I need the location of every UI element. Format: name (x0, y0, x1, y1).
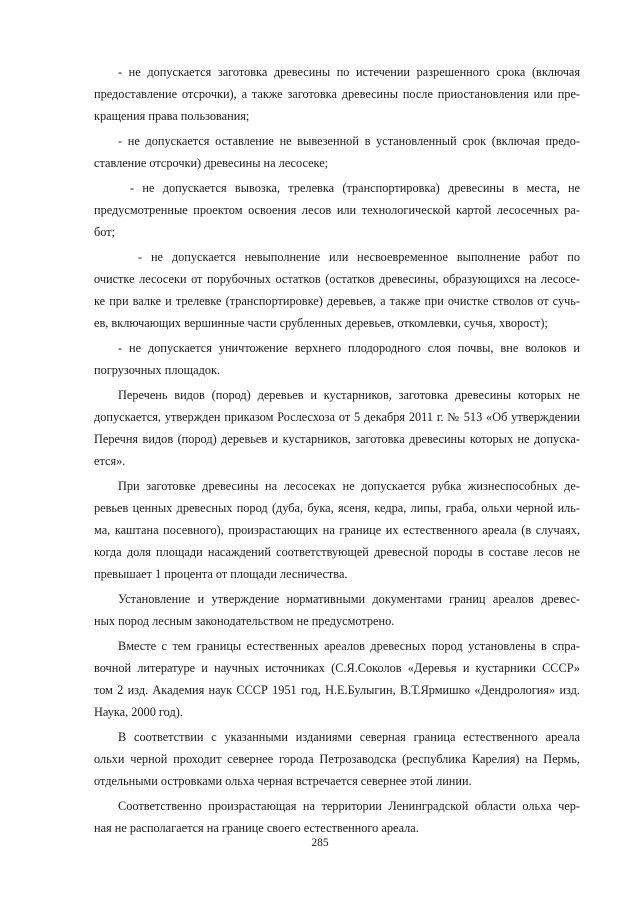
paragraph (94, 246, 580, 334)
text-line: ных пород лесным законодательством не предусмотрено. (94, 614, 395, 628)
text-line: предоставление отсрочки), а также заготовка древесины после приостановления или пре- (94, 87, 580, 101)
text-line: Соответственно произрастающая на территории Ленинградской области ольха чер- (118, 799, 580, 813)
text-line: ма, каштана посевного), произрастающих на границе их естественного ареала (в случаях, (94, 523, 580, 537)
paragraph (94, 130, 580, 174)
text-line: Перечень видов (пород) деревьев и кустарников, заготовка древесины которых не (118, 388, 580, 402)
paragraph (94, 726, 580, 792)
text-line: - не допускается невыполнение или несвоевременное выполнение работ по (138, 250, 580, 264)
text-line: - не допускается заготовка древесины по истечении разрешенного срока (включая (118, 65, 580, 79)
text-line: Вместе с тем границы естественных ареалов древесных пород установлены в спра- (118, 639, 580, 653)
text-line: При заготовке древесины на лесосеках не допускается рубка жизнеспособных де- (118, 479, 580, 493)
text-line: В соответствии с указанными изданиями северная граница естественного ареала (118, 730, 580, 744)
text-line: том 2 изд. Академия наук СССР 1951 год, Н.Е.Булыгин, В.Т.Ярмишко «Дендрология» изд. (94, 683, 580, 697)
text-line: - не допускается вывозка, трелевка (транспортировка) древесины в места, не (130, 181, 580, 195)
text-line: очистке лесосеки от порубочных остатков (остатков древесины, образующихся на лесосе- (94, 272, 580, 286)
text-line: вочной литературе и научных источниках (С.Я.Соколов «Деревья и кустарники СССР» (94, 661, 580, 675)
text-line: когда доля площади насаждений соответствующей древесной породы в составе лесов не (94, 545, 580, 559)
text-line: ев, включающих вершинные части срубленных деревьев, откомлевки, сучья, хворост); (94, 316, 548, 330)
text-line: превышает 1 процента от площади лесничества. (94, 567, 348, 581)
text-line: ке при валке и трелевке (транспортировке) деревьев, а также при очистке стволов от сучь- (94, 294, 580, 308)
paragraph (94, 177, 580, 243)
text-line: ревьев ценных древесных пород (дуба, бука, ясеня, кедра, липы, граба, ольхи черной иль- (94, 501, 580, 515)
text-line: - не допускается оставление не вывезенной в установленный срок (включая предо- (118, 134, 580, 148)
paragraph (94, 588, 580, 632)
text-line: допускается, утвержден приказом Рослесхоза от 5 декабря 2011 г. № 513 «Об утверждении (94, 410, 580, 424)
text-line: - не допускается уничтожение верхнего плодородного слоя почвы, вне волоков и (118, 341, 580, 355)
document-page (94, 61, 580, 842)
text-line: ольхи черной проходит севернее города Петрозаводска (республика Карелия) на Пермь, (94, 752, 580, 766)
text-line: кращения права пользования; (94, 109, 250, 123)
text-line: Установление и утверждение нормативными документами границ ареалов древес- (118, 592, 580, 606)
text-line: ная не располагается на границе своего естественного ареала. (94, 821, 419, 835)
text-line: бот; (94, 225, 116, 239)
text-line: погрузочных площадок. (94, 363, 221, 377)
paragraph (94, 61, 580, 127)
paragraph (94, 475, 580, 585)
paragraph (94, 384, 580, 472)
text-line: Наука, 2000 год). (94, 705, 183, 719)
text-line: ставление отсрочки) древесины на лесосеке; (94, 156, 329, 170)
paragraph (94, 337, 580, 381)
page-number: 285 (311, 837, 329, 849)
text-line: Перечня видов (пород) деревьев и кустарников, заготовка древесины которых не допуска- (94, 432, 580, 446)
paragraph (94, 635, 580, 723)
text-line: отдельными островками ольха черная встречается севернее этой линии. (94, 774, 472, 788)
paragraph (94, 795, 580, 839)
text-line: предусмотренные проектом освоения лесов или технологической картой лесосечных ра- (94, 203, 580, 217)
text-line: ется». (94, 454, 126, 468)
